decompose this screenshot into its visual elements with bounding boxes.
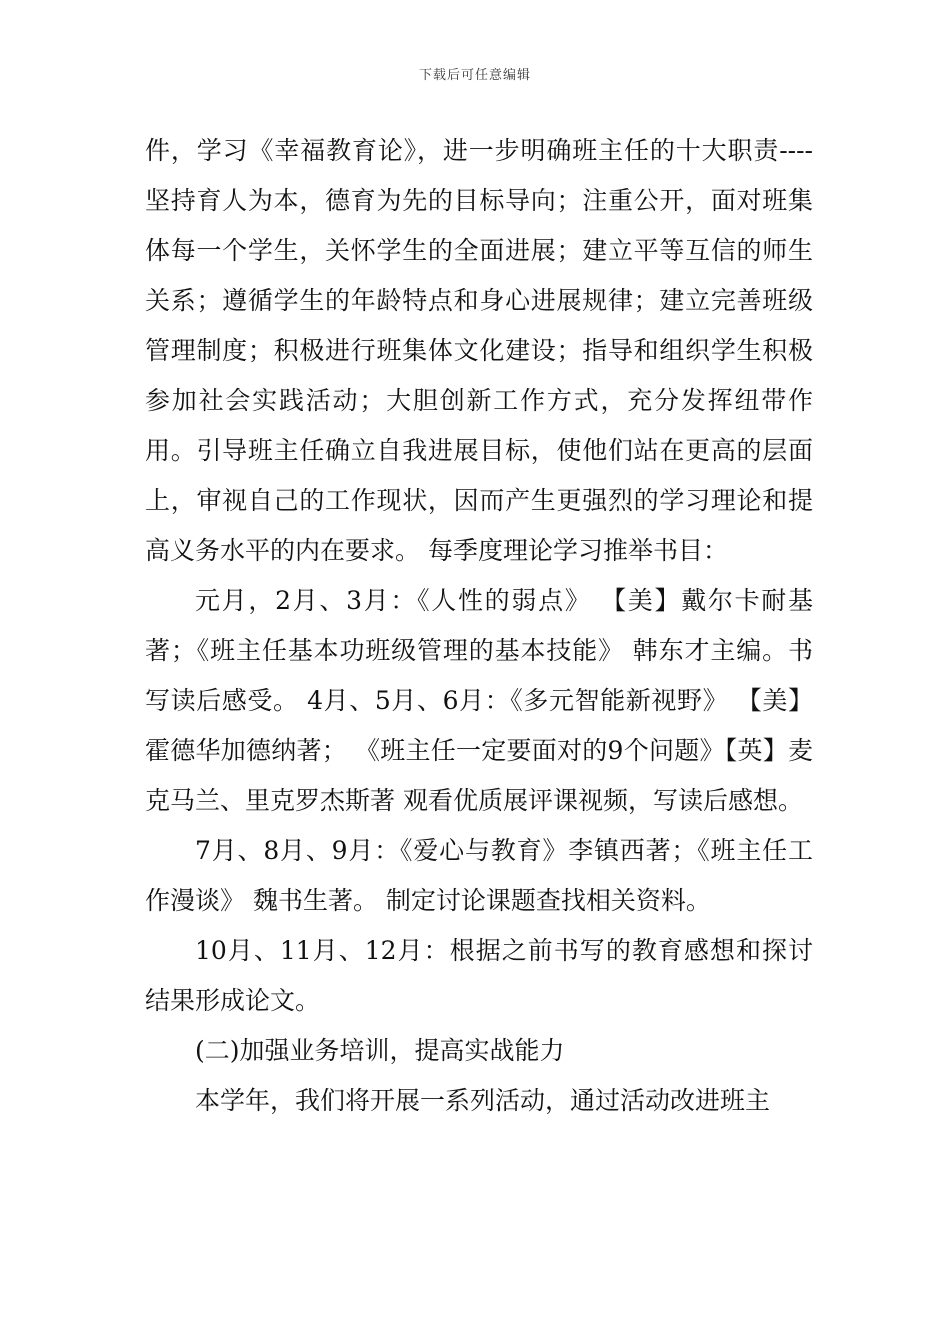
- page-header: 下载后可任意编辑: [418, 68, 531, 83]
- paragraph-q1-books: 元月，2月、3月：《人性的弱点》 【美】戴尔卡耐基著；《班主任基本功班级管理的基本技能》 韩东才主编。书写读后感受。 4月、5月、6月：《多元智能新视野》 【美】霍德华加德纳著； 《班主任一定要面对的9个问题》【英】麦克马兰、里克罗杰斯著 观看优质展评课视频，写读后感想。: [145, 586, 813, 815]
- section-heading: (二)加强业务培训，提高实战能力: [195, 1036, 565, 1065]
- paragraph-q3-books: 7月、8月、9月：《爱心与教育》李镇西著；《班主任工作漫谈》 魏书生著。 制定讨论课题查找相关资料。: [145, 836, 813, 915]
- paragraph-continuation: 件，学习《幸福教育论》，进一步明确班主任的十大职责----坚持育人为本，德育为先的目标导向；注重公开，面对班集体每一个学生，关怀学生的全面进展；建立平等互信的师生关系；遵循学生的年龄特点和身心进展规律；建立完善班级管理制度；积极进行班集体文化建设；指导和组织学生积极参加社会实践活动；大胆创新工作方式，充分发挥纽带作用。引导班主任确立自我进展目标，使他们站在更高的层面上，审视自己的工作现状，因而产生更强烈的学习理论和提高义务水平的内在要求。 每季度理论学习推举书目：: [145, 136, 813, 565]
- document-body: [145, 126, 813, 1126]
- paragraph-q4-thesis: 10月、11月、12月：根据之前书写的教育感想和探讨结果形成论文。: [145, 936, 813, 1015]
- paragraph-training-intro: 本学年，我们将开展一系列活动，通过活动改进班主: [195, 1086, 771, 1115]
